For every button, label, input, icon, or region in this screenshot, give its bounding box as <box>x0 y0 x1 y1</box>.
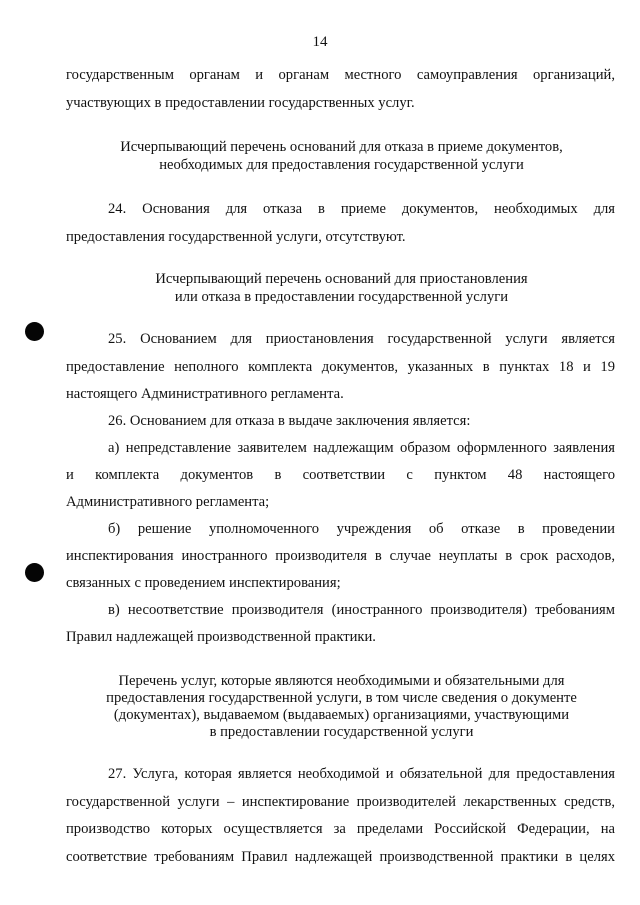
text-line: Административного регламента; <box>66 494 270 510</box>
text-line: соответствие требованиям Правил надлежащей производственной практики в целях <box>66 849 615 865</box>
section-heading: необходимых для предоставления государственной услуги <box>159 157 524 173</box>
section-heading: или отказа в предоставлении государственной услуги <box>174 289 509 305</box>
text-line: и комплекта документов в соответствии с пунктом 48 настоящего <box>66 467 615 483</box>
text-line: участвующих в предоставлении государственных услуг. <box>66 95 415 111</box>
page-number: 14 <box>312 34 328 50</box>
text-line: 26. Основанием для отказа в выдаче заключения является: <box>108 413 471 429</box>
text-line: производство которых осуществляется за пределами Российской Федерации, на <box>66 821 615 837</box>
text-line: государственным органам и органам местного самоуправления организаций, <box>66 67 615 83</box>
text-line: предоставление неполного комплекта документов, указанных в пунктах 18 и 19 <box>66 359 615 375</box>
section-heading: в предоставлении государственной услуги <box>209 724 474 740</box>
text-line: инспектирования иностранного производителя в случае неуплаты в срок расходов, <box>66 548 615 564</box>
section-heading: (документах), выдаваемом (выдаваемых) организациями, участвующими <box>113 707 570 723</box>
text-line: 27. Услуга, которая является необходимой и обязательной для предоставления <box>108 766 615 782</box>
text-line: в) несоответствие производителя (иностранного производителя) требованиям <box>108 602 615 618</box>
punch-hole <box>25 322 44 341</box>
text-line: Правил надлежащей производственной практики. <box>66 629 376 645</box>
section-heading: Перечень услуг, которые являются необходимыми и обязательными для <box>118 673 565 689</box>
text-line: 24. Основания для отказа в приеме документов, необходимых для <box>108 201 615 217</box>
punch-hole <box>25 563 44 582</box>
text-line: связанных с проведением инспектирования; <box>66 575 341 591</box>
section-heading: Исчерпывающий перечень оснований для отказа в приеме документов, <box>120 139 563 155</box>
section-heading: Исчерпывающий перечень оснований для приостановления <box>155 271 528 287</box>
text-line: б) решение уполномоченного учреждения об отказе в проведении <box>108 521 615 537</box>
text-line: 25. Основанием для приостановления государственной услуги является <box>108 331 615 347</box>
text-line: государственной услуги – инспектирование производителей лекарственных средств, <box>66 794 615 810</box>
text-line: а) непредставление заявителем надлежащим образом оформленного заявления <box>108 440 615 456</box>
text-line: предоставления государственной услуги, отсутствуют. <box>66 229 406 245</box>
text-line: настоящего Административного регламента. <box>66 386 344 402</box>
section-heading: предоставления государственной услуги, в том числе сведения о документе <box>106 690 577 706</box>
